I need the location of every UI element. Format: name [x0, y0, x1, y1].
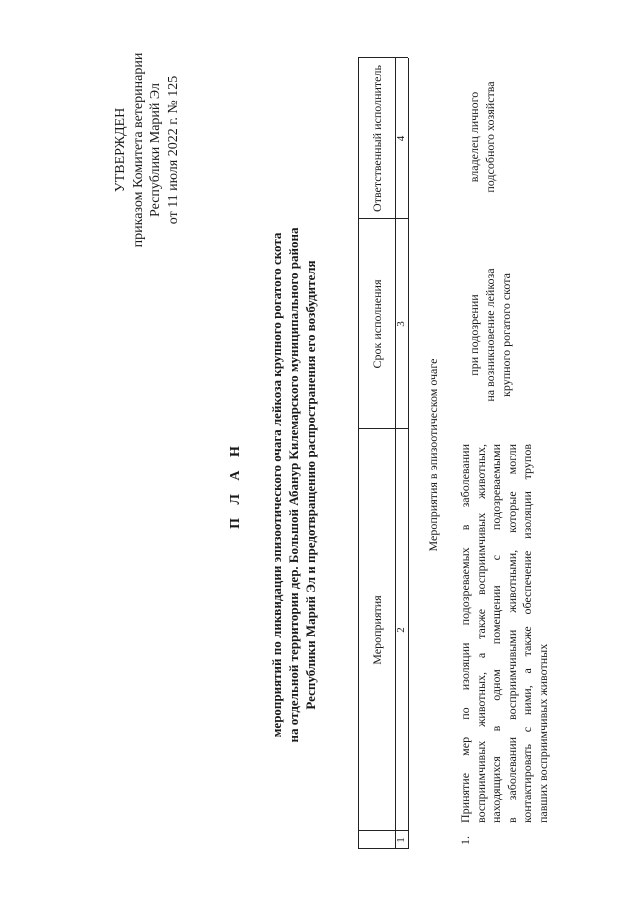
section-title: Мероприятия в эпизоотическом очаге [426, 358, 440, 552]
row-term-text [466, 240, 514, 430]
approval-title: УТВЕРЖДЕН [113, 107, 128, 193]
executor-line: владелец личного [467, 91, 481, 183]
column-number-1: 1 [395, 837, 407, 843]
title-line-1: мероприятий по ликвидации эпизоотического очага лейкоза крупного рогатого скота [269, 232, 284, 738]
measure-line: павших восприимчивых животных [535, 643, 550, 823]
row-executor-text [466, 57, 498, 217]
executor-line: подсобного хозяйства [483, 81, 497, 193]
term-line: при подозрении [467, 294, 481, 376]
plan-table-header [358, 58, 408, 849]
measure-line: восприимчивых животных, а также восприимчивых животных, [473, 444, 488, 823]
approval-order: приказом Комитета ветеринарии [130, 52, 146, 248]
measure-line: находящихся в одном помещении с подозреваемыми [489, 444, 504, 823]
document-title [228, 125, 319, 845]
measure-line: в заболевании восприимчивыми животными, которые могли [504, 444, 519, 823]
table-border-top [358, 58, 359, 849]
measure-line: Принятие мер по изоляции подозреваемых в заболевании [458, 444, 472, 823]
term-line: на возникновение лейкоза [483, 268, 497, 402]
row-measure-text [458, 444, 552, 823]
approval-date: от 11 июля 2022 г. № 125 [165, 75, 181, 225]
column-number-3: 3 [395, 321, 407, 327]
plan-heading: П Л А Н [228, 441, 243, 529]
title-line-3: Республики Марий Эл и предотвращению распространения его возбудителя [303, 260, 318, 710]
header-executor: Ответственный исполнитель [370, 65, 384, 212]
table-border-bottom [408, 58, 409, 849]
column-number-4: 4 [395, 135, 407, 142]
measure-line: контактировать с ними, а также обеспечение изоляции трупов [520, 444, 535, 823]
term-line: крупного рогатого скота [499, 273, 513, 397]
header-term: Срок исполнения [370, 279, 384, 369]
column-number-2: 2 [395, 627, 407, 633]
title-line-2: на отдельной территории дер. Большой Абанур Килемарского муниципального района [286, 227, 301, 743]
header-measures: Мероприятия [370, 595, 384, 665]
row-number: 1. [458, 836, 472, 845]
approval-stamp-block [112, 35, 182, 265]
approval-republic: Республики Марий Эл [148, 83, 163, 217]
